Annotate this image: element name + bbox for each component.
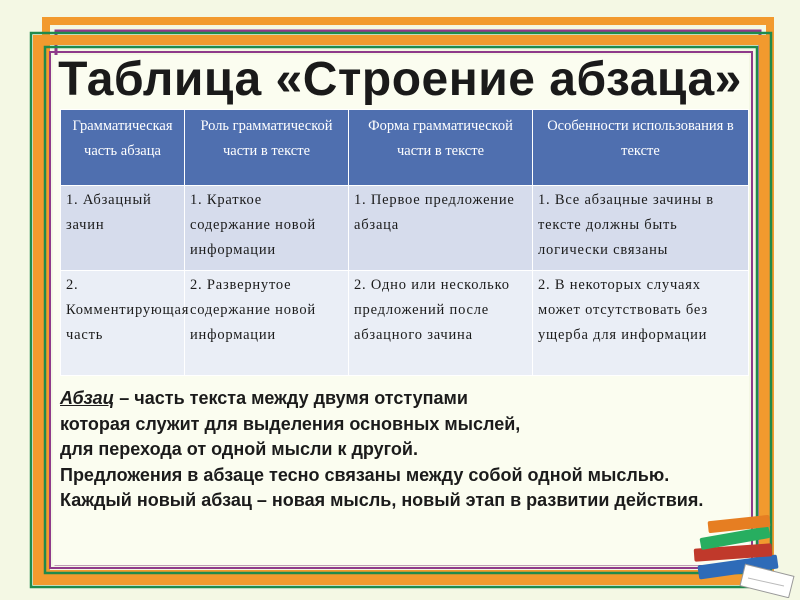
page-title: Таблица «Строение абзаца»: [58, 53, 742, 106]
definition-line: Предложения в абзаце тесно связаны между собой одной мыслью.: [60, 464, 670, 485]
paragraph-definition: [60, 386, 760, 514]
table-cell: 2. Развернутое содержание новой информации: [185, 271, 349, 376]
definition-line: для перехода от одной мысли к другой.: [60, 439, 418, 459]
table-cell: 1. Первое предложение абзаца: [349, 186, 533, 271]
structure-table: [60, 109, 749, 376]
column-header: Форма грамматической части в тексте: [349, 110, 533, 186]
column-header: Роль грамматической части в тексте: [185, 110, 349, 186]
definition-line: [60, 386, 760, 412]
table-cell: 2. Одно или несколько предложений после абзацного зачина: [349, 271, 533, 376]
definition-text: – часть текста между двумя отступами: [114, 388, 468, 408]
table-header-row: [61, 110, 749, 186]
column-header: Грамматическая часть абзаца: [61, 110, 185, 186]
definition-line: которая служит для выделения основных мыслей,: [60, 413, 521, 434]
defined-term: Абзац: [60, 388, 115, 408]
table-cell: 1. Все абзацные зачины в тексте должны быть логически связаны: [533, 186, 749, 271]
table-cell: 1. Абзацный зачин: [61, 186, 185, 271]
table-row: [61, 271, 749, 376]
definition-line: Каждый новый абзац – новая мысль, новый этап в развитии действия.: [60, 490, 704, 510]
column-header: Особенности использования в тексте: [533, 110, 749, 186]
table-cell: 1. Краткое содержание новой информации: [185, 186, 349, 271]
table-row: [61, 186, 749, 271]
table-cell: 2. Комментирующая часть: [61, 271, 185, 376]
books-icon: [688, 508, 798, 598]
table-cell: 2. В некоторых случаях может отсутствовать без ущерба для информации: [533, 271, 749, 376]
